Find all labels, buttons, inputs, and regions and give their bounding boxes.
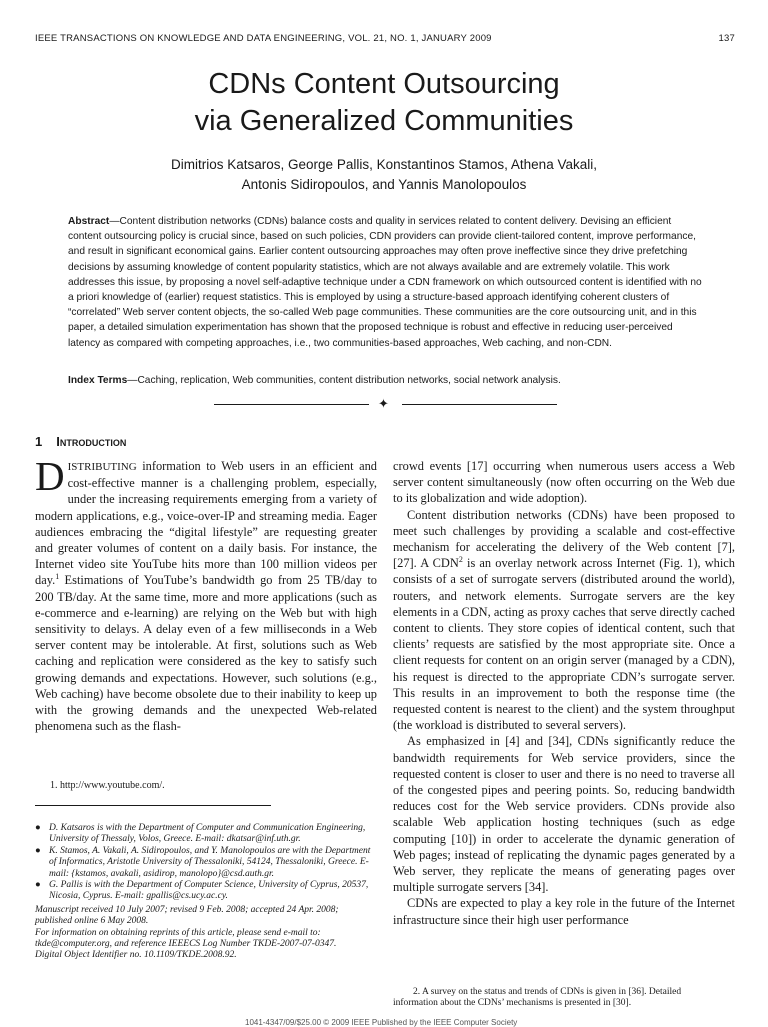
footnote-ref-1: 1 xyxy=(55,572,60,582)
section-title: Introduction xyxy=(56,434,127,449)
right-paragraph-1: crowd events [17] occurring when numerous users access a Web server content simultaneously (now often occurring on the Web due to its globalization and wide adoption). xyxy=(393,459,735,506)
running-header xyxy=(35,33,735,44)
right-paragraph-2 xyxy=(393,507,735,734)
affiliation-list xyxy=(35,823,377,903)
section-heading xyxy=(35,434,126,449)
lead-smallcaps: ISTRIBUTING xyxy=(67,461,137,473)
right-paragraph-4: CDNs are expected to play a key role in the future of the Internet infrastructure since their high user performance xyxy=(393,896,735,927)
authors-line-1: Dimitrios Katsaros, George Pallis, Konstantinos Stamos, Athena Vakali, xyxy=(171,157,597,172)
title-line-2: via Generalized Communities xyxy=(194,105,574,137)
copyright-line: 1041-4347/09/$25.00 © 2009 IEEE Published by the IEEE Computer Society xyxy=(245,1018,518,1027)
affiliations xyxy=(35,823,377,962)
doi-note: Digital Object Identifier no. 10.1109/TKDE.2008.92. xyxy=(35,950,237,961)
right-column xyxy=(393,458,735,928)
author-list xyxy=(0,155,768,195)
divider-ornament-icon: ✦ xyxy=(378,396,389,411)
footnote-2-rest: information about the CDNs’ mechanisms is presented in [30]. xyxy=(393,998,632,1009)
abstract-text: —Content distribution networks (CDNs) balance costs and quality in services related to content delivery. Devising an efficient content outsourcing policy is crucial since, based on such policies, CDN providers can provide client-tailored content, improve performance, and result in significant economical gains. Earlier content outsourcing approaches may often prove ineffective since they drive prefetching decisions by assuming knowledge of content popularity statistics, which are not always available and are extremely volatile. This work addresses this issue, by proposing a novel self-adaptive technique under a CDN framework on which outsourced content is identified with no a priori knowledge of (earlier) request statistics. This is employed by using a structure-based approach identifying coherent clusters of “correlated” Web server content objects, the so-called Web page communities. These communities are the core outsourcing unit, and in this paper, a detailed simulation experimentation has shown that the proposed technique is robust and effective in reducing user-perceived latency as compared with competing approaches, i.e., two communities-based approaches, Web caching, and non-CDN. xyxy=(68,216,702,349)
abstract-label: Abstract xyxy=(68,216,110,227)
section-divider xyxy=(214,398,557,412)
affiliation-text: D. Katsaros is with the Department of Computer and Communication Engineering, University of Thessaly, Volos, Greece. E-mail: dkatsar@inf.uth.gr. xyxy=(49,823,366,845)
title-line-1: CDNs Content Outsourcing xyxy=(208,68,560,100)
footnote-rule xyxy=(35,805,271,806)
intro-text-a: information to Web users in an efficient and cost-effective manner is a challenging problem, especially, under the increasing requirements emerging from a variety of modern applications, e.g., voice-over-IP and streaming media. Eager audiences embracing the “digital lifestyle” are requesting greater and greater volumes of content on a daily basis. For instance, the Internet video site YouTube hits more than 100 million videos per day. xyxy=(35,459,377,588)
paper-title xyxy=(0,66,768,140)
section-number: 1 xyxy=(35,434,43,449)
left-column xyxy=(35,453,377,734)
manuscript-note: Manuscript received 10 July 2007; revised 9 Feb. 2008; accepted 24 Apr. 2008; published online 6 May 2008. xyxy=(35,904,339,927)
footnote-1: 1. http://www.youtube.com/. xyxy=(50,780,165,791)
divider-line-left xyxy=(214,404,369,405)
affiliation-item xyxy=(35,880,377,903)
reprints-note: For information on obtaining reprints of this article, please send e-mail to: tkde@computer.org, and reference IEEECS Log Number TKDE-2007-07-0347. xyxy=(35,927,337,950)
authors-line-2: Antonis Sidiropoulos, and Yannis Manolopoulos xyxy=(241,177,527,192)
cdn-text-a: Content distribution networks (CDNs) have been proposed to meet such challenges by providing a scalable and cost-effective mechanism for accelerating the delivery of the Web content [7], [27]. A CDN xyxy=(393,507,735,571)
intro-text-b: Estimations of YouTube’s bandwidth go from 25 TB/day to 200 TB/day. At the same time, more and more applications (such as e-commerce and e-learning) are relying on the Web but with high sensitivity to delays. A delay even of a few milliseconds in a Web server content may be intolerable. At first, solutions such as Web caching and replication were considered as the key to satisfy such growing demands and expectations. However, such solutions (e.g., Web caching) have become obsolete due to their inability to keep up with the growing demands and the unexpected Web-related phenomena such as the flash- xyxy=(35,573,377,734)
intro-paragraph-1 xyxy=(35,453,377,734)
index-terms xyxy=(68,374,708,388)
affiliation-text: K. Stamos, A. Vakali, A. Sidiropoulos, and Y. Manolopoulos are with the Department of Informatics, Aristotle University of Thessaloniki, 54124, Thessaloniki, Greece. E-mail: {kstamos, avakali, asidirop, manolopo}@csd.auth.gr. xyxy=(49,845,371,879)
abstract xyxy=(68,214,703,351)
footnote-ref-2: 2 xyxy=(458,555,463,565)
footnote-2-lead: 2. A survey on the status and trends of CDNs is given in [36]. Detailed xyxy=(413,987,682,997)
divider-line-right xyxy=(402,404,557,405)
index-terms-text: —Caching, replication, Web communities, content distribution networks, social network analysis. xyxy=(127,375,561,386)
bullet-icon: ● xyxy=(35,880,41,891)
index-terms-label: Index Terms xyxy=(68,375,128,386)
footnote-2 xyxy=(393,987,735,1010)
page-number: 137 xyxy=(718,33,735,44)
right-paragraph-3: As emphasized in [4] and [34], CDNs significantly reduce the bandwidth requirements for Web service providers, since the requested content is closer to user and there is no need to traverse all of the congested pipes and peering points. So, reducing bandwidth reduces cost for the Web service providers. CDNs provide also scalable Web application hosting techniques (such as edge computing [10]) in order to accelerate the dynamic generation of Web pages; instead of replicating the dynamic pages generated by a Web server, they replicate the means of generating pages over multiple surrogate servers [34]. xyxy=(393,734,735,895)
bullet-icon: ● xyxy=(35,823,41,833)
affiliation-item xyxy=(35,846,377,880)
cdn-text-b: is an overlay network across Internet (Fig. 1), which consists of a set of surrogate servers (distributed around the world), routers, and network elements. Surrogate servers are the key elements in a CDN, acting as proxy caches that serve directly cached content to clients. They store copies of identical content, such that clients’ requests are satisfied by the most appropriate site. Once a client requests for content on an origin server (managed by a CDN), his request is directed to the appropriate CDN’s surrogate server. This results in an improvement to both the response time (the requested content is nearest to the client) and the system throughput (the workload is distributed to several servers). xyxy=(393,556,735,733)
bullet-icon: ● xyxy=(35,845,41,856)
drop-cap: D xyxy=(35,453,65,499)
affiliation-item xyxy=(35,823,377,846)
journal-line: IEEE TRANSACTIONS ON KNOWLEDGE AND DATA ENGINEERING, VOL. 21, NO. 1, JANUARY 2009 xyxy=(35,33,492,44)
affiliation-text: G. Pallis is with the Department of Computer Science, University of Cyprus, 20537, Nicosia, Cyprus. E-mail: gpallis@cs.ucy.ac.cy. xyxy=(49,880,369,902)
